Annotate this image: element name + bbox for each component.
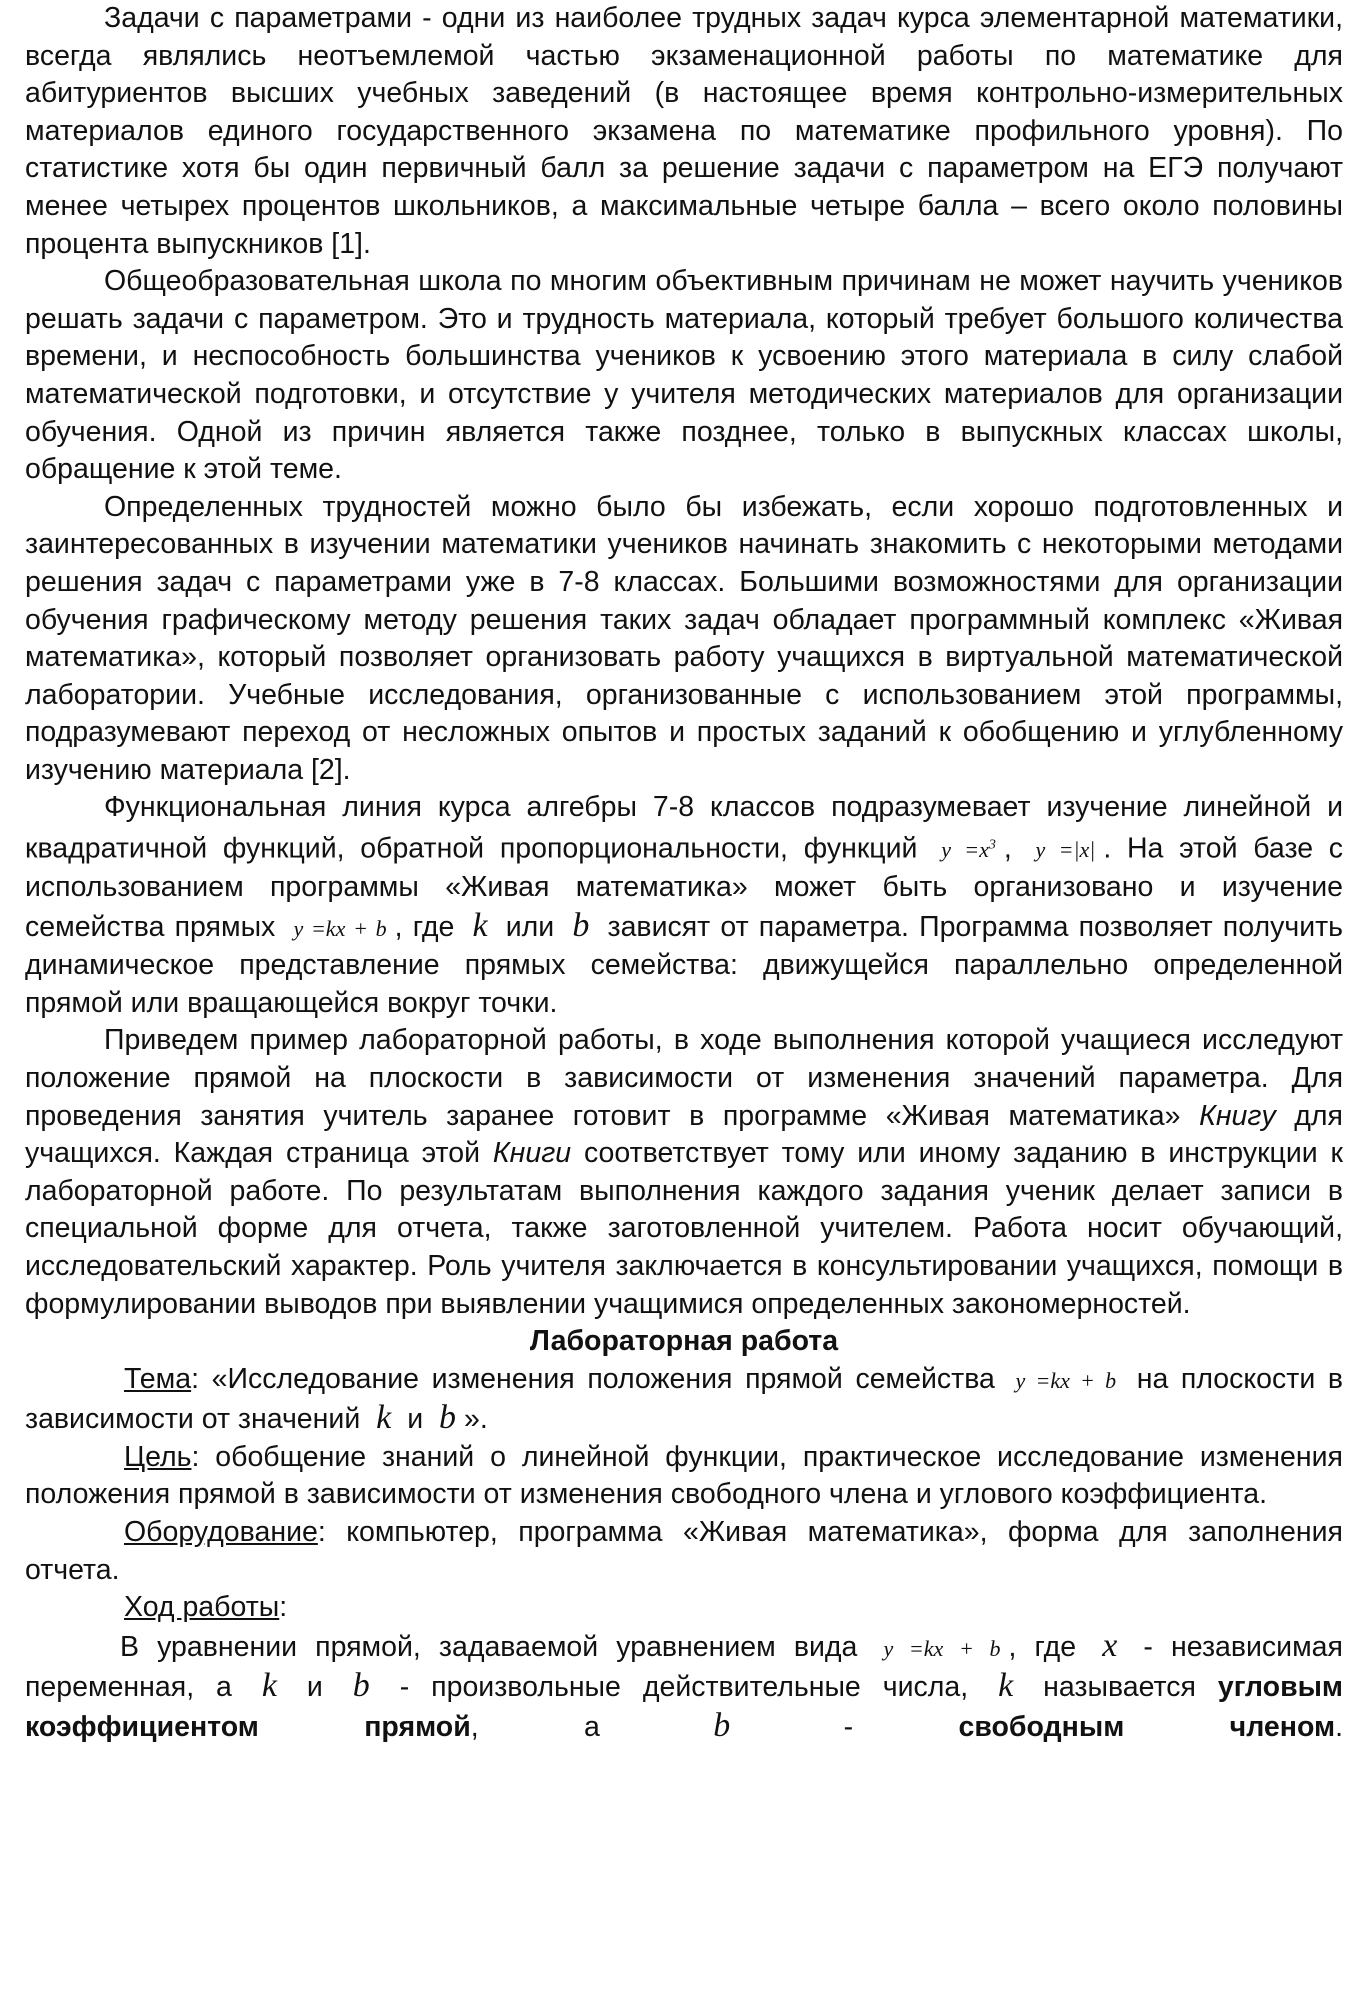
final-text-f: , а (470, 1711, 600, 1744)
functional-line-text-b: . На этой базе с использованием программы «Живая математика» может быть организовано и изучение семейства прямых (25, 832, 1344, 943)
theme-text-a: : «Исследование изменения положения прямой семейства (191, 1362, 995, 1395)
final-variable-k2: k (998, 1667, 1014, 1705)
theme-end: ». (464, 1403, 488, 1436)
paragraph-school-text: Общеобразовательная школа по многим объективным причинам не может научить учеников решать задачи с параметром. Это и трудность материала, который требует большого количества времени, и неспособность большинства учеников к усвоению этого материала в силу слабой математической подготовки, и отсутствие у учителя методических материалов для организации обучения. Одной из причин является также позднее, только в выпускных классах школы, обращение к этой теме. (25, 265, 1343, 486)
course-colon: : (279, 1591, 288, 1624)
paragraph-difficulties (25, 489, 1343, 790)
theme-text-b: на плоскости в зависимости от значений (25, 1362, 1343, 1436)
theme-variable-k: k (376, 1399, 392, 1437)
paragraph-intro-text: Задачи с параметрами - одни из наиболее трудных задач курса элементарной математики, всегда являлись неотъемлемой частью экзаменационной работы по математике для абитуриентов высших учебных заведений (в настоящее время контрольно-измерительных материалов единого государственного экзамена по математике профильного уровня). По статистике хотя бы один первичный балл за решение задачи с параметром на ЕГЭ получают менее четырех процентов школьников, а максимальные четыре балла – всего около половины процента выпускников [1]. (25, 2, 1343, 260)
final-variable-b2: b (713, 1707, 731, 1745)
paragraph-difficulties-text: Определенных трудностей можно было бы избежать, если хорошо подготовленных и заинтересованных в изучении математики учеников начинать знакомить с некоторыми методами решения задач с параметрами уже в 7-8 классах. Большими возможностями для организации обучения графическому методу решения таких задач обладает программный комплекс «Живая математика», который позволяет организовать работу учащихся в виртуальной математической лаборатории. Учебные исследования, организованные с использованием этой программы, подразумевают переход от несложных опытов и простых заданий к обобщению и углубленному изучению материала [2]. (25, 490, 1343, 786)
goal-text: : обобщение знаний о линейной функции, практическое исследование изменения положения прямой в зависимости от изменения свободного члена и углового коэффициента. (25, 1440, 1343, 1511)
final-and: и (306, 1671, 323, 1704)
final-text-d: - произвольные действительные числа, (399, 1671, 969, 1704)
term-intercept: свободным членом (958, 1711, 1336, 1744)
final-period: . (1335, 1711, 1344, 1744)
final-text-a: В уравнении прямой, задаваемой уравнением вида (120, 1630, 858, 1663)
paragraph-lab-example (25, 1022, 1343, 1323)
variable-b: b (572, 906, 590, 944)
paragraph-school (25, 263, 1343, 489)
theme-variable-b: b (439, 1399, 457, 1437)
final-formula: y =kx + b (883, 1635, 1001, 1661)
paragraph-functional-line (25, 789, 1343, 1022)
lab-goal (25, 1439, 1343, 1514)
formula-line-family: y =kx + b (293, 915, 387, 941)
functional-line-text-d: или (505, 910, 555, 943)
final-text-c: - независимая переменная, а (25, 1630, 1343, 1704)
final-dash: - (843, 1711, 854, 1744)
lab-example-text-b: для учащихся. Каждая страница этой (25, 1099, 1343, 1170)
formula-cubic (933, 837, 1004, 862)
lab-title: Лабораторная работа (529, 1325, 839, 1358)
final-variable-k: k (261, 1667, 277, 1705)
lab-example-text-a: Приведем пример лабораторной работы, в ходе выполнения которой учащиеся исследуют положение прямой на плоскости в зависимости от изменения значений параметра. Для проведения занятия учитель заранее готовит в программе «Живая математика» (25, 1024, 1343, 1132)
lab-theme (25, 1361, 1343, 1439)
formula-abs: y =|x| (1035, 837, 1096, 863)
lab-example-text-c: соответствует тому или иному заданию в инструкции к лабораторной работе. По результатам выполнения каждого задания ученик делает записи в специальной форме для отчета, также заготовленной учителем. Работа носит обучающий, исследовательский характер. Роль учителя заключается в консультировании учащихся, помощи в формулировании выводов при выявлении учащимися определенных закономерностей. (25, 1137, 1344, 1320)
theme-and: и (407, 1403, 424, 1436)
functional-line-comma: , (1003, 832, 1012, 865)
final-text-b: , где (1008, 1630, 1077, 1663)
formula-cubic-base: y =x (941, 837, 989, 863)
goal-label: Цель (124, 1440, 192, 1473)
course-label: Ход работы (124, 1591, 280, 1624)
term-slope: угловым коэффициентом прямой (25, 1671, 1344, 1744)
lab-equipment (25, 1514, 1343, 1589)
lab-final-paragraph (25, 1627, 1343, 1747)
lab-course (25, 1589, 1343, 1627)
book-term-2: Книги (492, 1137, 572, 1170)
functional-line-text-a: Функциональная линия курса алгебры 7-8 классов подразумевает изучение линейной и квадратичной функций, обратной пропорциональности, функций (25, 791, 1343, 865)
formula-cubic-exponent: 3 (988, 838, 996, 854)
variable-k: k (472, 906, 488, 944)
theme-label: Тема (124, 1362, 192, 1395)
book-term: Книгу (1199, 1099, 1276, 1132)
functional-line-text-e: зависят от параметра. Программа позволяет получить динамическое представление прямых семейства: движущейся параллельно определенной прямой или вращающейся вокруг точки. (25, 910, 1344, 1019)
equipment-label: Оборудование (124, 1516, 318, 1549)
final-variable-x: x (1102, 1626, 1118, 1664)
functional-line-text-c: , где (394, 910, 455, 943)
document-page (25, 0, 1343, 1747)
final-text-e: называется (1043, 1671, 1196, 1704)
paragraph-intro (25, 0, 1343, 263)
theme-formula: y =kx + b (1015, 1367, 1117, 1393)
equipment-text: : компьютер, программа «Живая математика», форма для заполнения отчета. (25, 1516, 1343, 1586)
final-variable-b: b (352, 1667, 370, 1705)
